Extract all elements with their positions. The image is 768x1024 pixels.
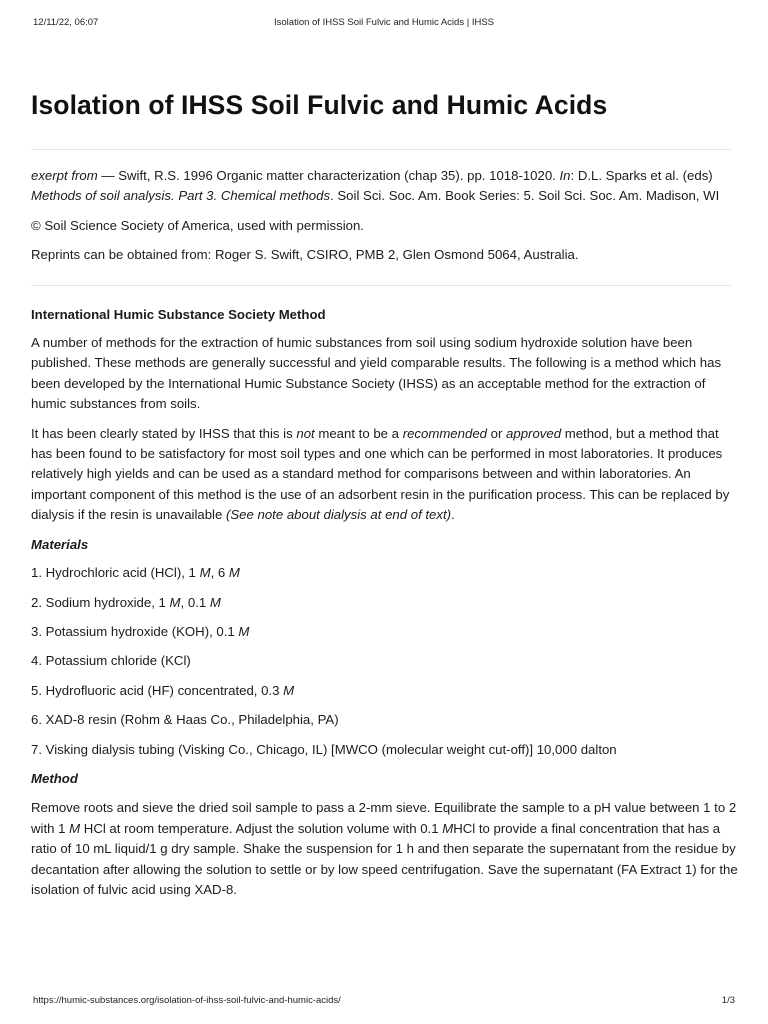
citation-prefix: exerpt from: [31, 168, 98, 183]
list-item: 4. Potassium chloride (KCl): [31, 653, 191, 669]
divider: [31, 149, 731, 150]
method-heading: Method: [31, 770, 78, 786]
list-item: 3. Potassium hydroxide (KOH), 0.1 M: [31, 623, 250, 639]
list-item: 6. XAD-8 resin (Rohm & Haas Co., Philadelphia, PA): [31, 712, 339, 728]
list-item: 2. Sodium hydroxide, 1 M, 0.1 M: [31, 594, 221, 610]
materials-list: [31, 563, 743, 760]
method-paragraph: Remove roots and sieve the dried soil sample to pass a 2-mm sieve. Equilibrate the sample to a pH value between 1 to 2 with 1 M HCl at room temperature. Adjust the solution volume with 0.1 MHCl to provide a final concentration that has a ratio of 10 mL liquid/1 g dry sample. Shake the suspension for 1 h and then separate the supernatant from the residue by decantation after allowing the solution to settle or by low speed centrifugation. Save the supernatant (FA Extract 1) for the isolation of fulvic acid using XAD-8.: [31, 800, 738, 897]
print-date: 12/11/22, 06:07: [33, 17, 99, 28]
article-content: [31, 86, 743, 900]
copyright-notice: © Soil Science Society of America, used with permission.: [31, 217, 364, 233]
list-item: 7. Visking dialysis tubing (Visking Co., Chicago, IL) [MWCO (molecular weight cut-off)] 10,000 dalton: [31, 741, 617, 757]
intro-paragraph: A number of methods for the extraction of humic substances from soil using sodium hydroxide solution have been published. These methods are generally successful and yield comparable results. The following is a method which has been developed by the International Humic Substance Society (IHSS) as an acceptable method for the extraction of humic substances from soils.: [31, 335, 722, 412]
reprints-notice: Reprints can be obtained from: Roger S. Swift, CSIRO, PMB 2, Glen Osmond 5064, Australia.: [31, 247, 579, 263]
materials-heading: Materials: [31, 536, 89, 552]
statement-paragraph: It has been clearly stated by IHSS that this is not meant to be a recommended or approved method, but a method that has been found to be satisfactory for most soil types and one which can be performed in most laboratories. It produces relatively high yields and can be used as a standard method for comparisons between and within laboratories. An important component of this method is the use of an adsorbent resin in the purification process. This can be replaced by dialysis if the resin is unavailable (See note about dialysis at end of text).: [31, 425, 730, 523]
dialysis-note: (See note about dialysis at end of text): [225, 507, 452, 523]
list-item: 5. Hydrofluoric acid (HF) concentrated, 0.3 M: [31, 682, 295, 698]
list-item: 1. Hydrochloric acid (HCl), 1 M, 6 M: [31, 565, 240, 581]
citation: exerpt from — Swift, R.S. 1996 Organic matter characterization (chap 35). pp. 1018-1020. In: D.L. Sparks et al. (eds) Methods of soil analysis. Part 3. Chemical methods. Soil Sci. Soc. Am. Book Series: 5. Soil Sci. Soc. Am. Madison, WI: [31, 168, 720, 204]
print-page-title: Isolation of IHSS Soil Fulvic and Humic Acids | IHSS: [274, 17, 494, 28]
divider: [31, 285, 731, 286]
section-heading: International Humic Substance Society Method: [31, 306, 326, 322]
article-title: Isolation of IHSS Soil Fulvic and Humic Acids: [31, 90, 608, 120]
page-url: https://humic-substances.org/isolation-of-ihss-soil-fulvic-and-humic-acids/: [33, 995, 341, 1006]
book-title: Methods of soil analysis. Part 3. Chemical methods: [31, 188, 331, 204]
page-number: 1/3: [721, 995, 735, 1006]
